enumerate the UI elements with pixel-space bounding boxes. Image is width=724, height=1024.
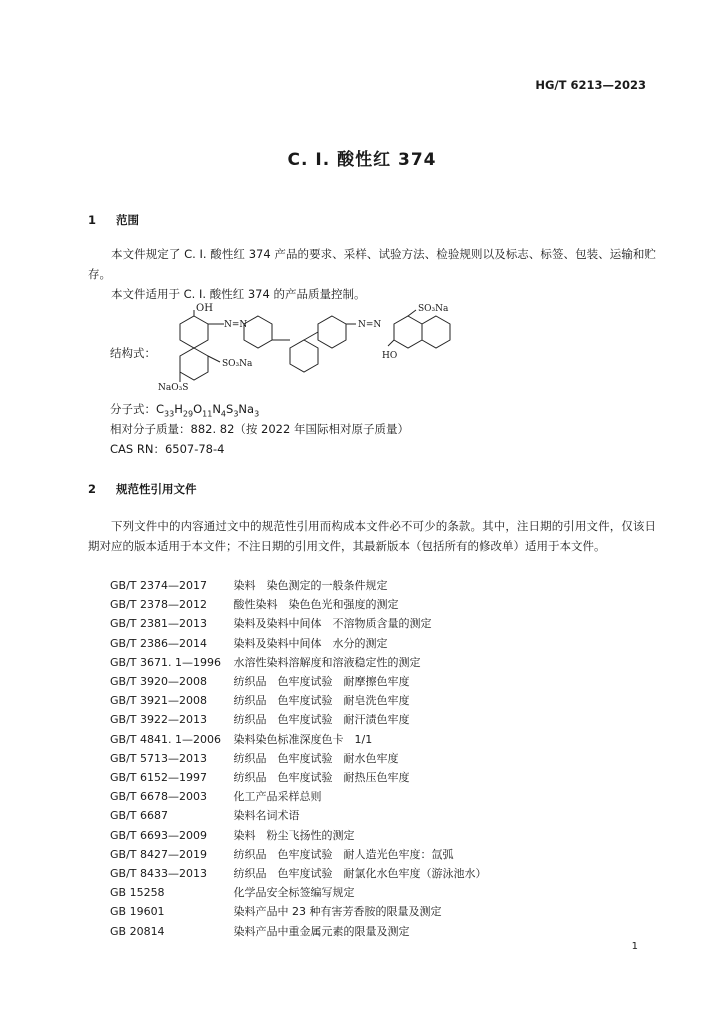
reference-code: GB 19601: [110, 905, 165, 919]
reference-title: 纺织品 色牢度试验 耐氯化水色牢度（游泳池水）: [233, 867, 487, 880]
reference-item: [110, 788, 322, 804]
reference-item: [110, 635, 388, 651]
formula-na-count: 3: [254, 409, 260, 419]
reference-code: GB/T 8433—2013: [110, 867, 207, 880]
reference-title: 染料及染料中间体 水分的测定: [233, 636, 388, 650]
reference-item: [110, 654, 421, 670]
reference-item: [110, 846, 454, 862]
normative-intro: 下列文件中的内容通过文中的规范性引用而构成本文件必不可少的条款。其中，注日期的引用文件，仅该日期对应的版本适用于本文件；不注日期的引用文件，其最新版本（包括所有的修改单）适用于本文件。: [88, 519, 656, 553]
reference-title: 纺织品 色牢度试验 耐人造光色牢度：氙弧: [233, 847, 454, 861]
reference-code: GB/T 3921—2008: [110, 694, 207, 708]
reference-title: 纺织品 色牢度试验 耐汗渍色牢度: [233, 713, 410, 727]
formula-s-count: 3: [233, 409, 239, 419]
scope-paragraph: 本文件规定了 C. I. 酸性红 374 产品的要求、采样、试验方法、检验规则以及标志、标签、包装、运输和贮存。: [88, 247, 656, 281]
reference-item: [110, 903, 442, 919]
azo-right-label: N=N: [358, 320, 382, 330]
reference-title: 染料 染色测定的一般条件规定: [233, 579, 388, 592]
so3na-mid-label: SO₃Na: [222, 359, 253, 369]
reference-title: 纺织品 色牢度试验 耐热压色牢度: [233, 771, 410, 784]
so3na-right-label: SO₃Na: [418, 304, 449, 314]
reference-item: [110, 750, 399, 766]
reference-item: [110, 923, 410, 939]
reference-title: 染料名词术语: [233, 809, 300, 823]
cas-number: CAS RN：6507-78-4: [110, 442, 225, 456]
formula-o-count: 11: [202, 409, 213, 419]
formula-na: Na: [238, 402, 255, 416]
reference-item: [110, 615, 432, 631]
reference-title: 水溶性染料溶解度和溶液稳定性的测定: [233, 655, 421, 669]
reference-code: GB 15258: [110, 886, 165, 900]
formula-n-count: 4: [220, 409, 227, 419]
reference-code: GB/T 2381—2013: [110, 617, 207, 631]
cyclohexane-ring: [290, 340, 318, 372]
reference-code: GB/T 6687: [110, 809, 168, 823]
so3na-bottom-label: NaO₃S: [158, 383, 189, 393]
formula-o: O: [193, 402, 203, 416]
formula-n: N: [212, 402, 221, 416]
reference-title: 纺织品 色牢度试验 耐水色牢度: [233, 751, 399, 765]
oh-right-label: HO: [382, 351, 398, 361]
reference-code: GB/T 2374—2017: [110, 579, 207, 592]
formula-s: S: [226, 402, 234, 416]
reference-title: 染料及染料中间体 不溶物质含量的测定: [233, 617, 432, 631]
oh-left-label: OH: [196, 303, 213, 314]
reference-item: [110, 884, 355, 900]
reference-item: [110, 827, 355, 843]
section-2-heading: [88, 481, 197, 497]
reference-code: GB/T 6678—2003: [110, 790, 207, 804]
reference-title: 染料产品中 23 种有害芳香胺的限量及测定: [233, 905, 442, 919]
reference-item: [110, 865, 487, 881]
reference-code: GB 20814: [110, 924, 165, 938]
reference-code: GB/T 6693—2009: [110, 828, 207, 842]
section-1-heading: [88, 212, 139, 228]
molecular-mass: 相对分子质量：882. 82（按 2022 年国际相对原子质量）: [110, 422, 409, 436]
reference-code: GB/T 4841. 1—2006: [110, 732, 221, 746]
reference-title: 染料 粉尘飞扬性的测定: [233, 828, 355, 842]
applicability-paragraph: 本文件适用于 C. I. 酸性红 374 的产品质量控制。: [111, 287, 366, 301]
reference-code: GB/T 2386—2014: [110, 636, 207, 650]
reference-item: [110, 577, 388, 593]
naphthalene-ring-left-2: [180, 348, 208, 380]
reference-code: GB/T 3671. 1—1996: [110, 655, 221, 669]
section-title: 规范性引用文件: [116, 482, 197, 496]
document-title: C. I. 酸性红 374: [287, 150, 437, 170]
reference-code: GB/T 5713—2013: [110, 751, 207, 765]
phenyl-ring-right: [318, 316, 346, 348]
formula-c-count: 33: [164, 409, 175, 419]
formula-h: H: [174, 402, 183, 416]
structure-label: 结构式：: [110, 346, 156, 360]
reference-title: 染料产品中重金属元素的限量及测定: [233, 924, 410, 938]
formula-h-count: 29: [182, 409, 194, 419]
reference-item: [110, 769, 410, 785]
reference-code: GB/T 3922—2013: [110, 713, 207, 727]
page-number: 1: [631, 941, 638, 952]
section-title: 范围: [116, 213, 139, 227]
reference-code: GB/T 8427—2019: [110, 847, 207, 861]
formula-label: 分子式：: [110, 402, 156, 416]
reference-title: 染料染色标准深度色卡 1/1: [233, 732, 373, 746]
reference-item: [110, 731, 372, 747]
naphthalene-ring-right: [394, 316, 422, 348]
azo-left-label: N=N: [224, 320, 248, 330]
reference-item: [110, 711, 410, 727]
reference-item: [110, 596, 399, 612]
reference-title: 酸性染料 染色色光和强度的测定: [233, 598, 399, 612]
reference-code: GB/T 2378—2012: [110, 598, 207, 612]
reference-code: GB/T 6152—1997: [110, 771, 207, 784]
naphthalene-ring-right-2: [422, 316, 450, 348]
reference-item: [110, 807, 300, 823]
naphthalene-ring-left: [180, 316, 208, 348]
reference-code: GB/T 3920—2008: [110, 675, 207, 688]
structural-formula: [150, 302, 470, 394]
reference-title: 化工产品采样总则: [233, 790, 322, 804]
reference-title: 纺织品 色牢度试验 耐皂洗色牢度: [233, 694, 410, 708]
section-number: 1: [88, 213, 97, 227]
reference-title: 化学品安全标签编写规定: [233, 886, 355, 900]
phenyl-ring-left: [244, 316, 272, 348]
reference-title: 纺织品 色牢度试验 耐摩擦色牢度: [233, 675, 410, 688]
reference-item: [110, 673, 410, 689]
reference-item: [110, 692, 410, 708]
formula-c: C: [156, 402, 165, 416]
standard-code: HG/T 6213—2023: [535, 78, 646, 92]
section-number: 2: [88, 482, 97, 496]
